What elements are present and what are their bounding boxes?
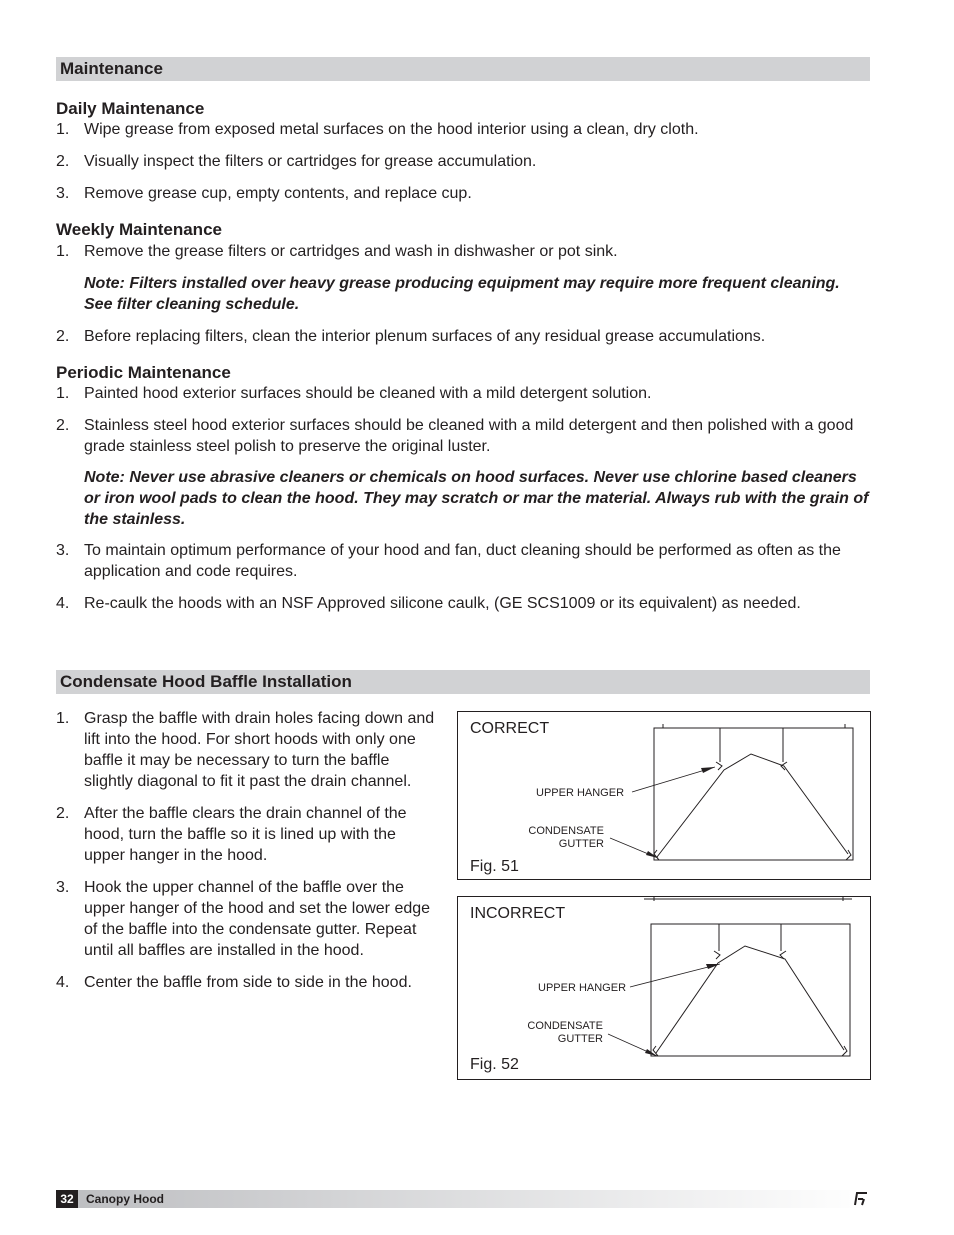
- item-number: 3.: [56, 185, 70, 202]
- incorrect-baffle-diagram: [458, 897, 872, 1081]
- item-number: 4.: [56, 974, 70, 991]
- list-item: [56, 119, 870, 140]
- item-text: Re-caulk the hoods with an NSF Approved silicone caulk, (GE SCS1009 or its equivalent) as needed.: [84, 595, 801, 612]
- item-number: 2.: [56, 328, 70, 345]
- note: [56, 273, 870, 315]
- item-number: 3.: [56, 879, 70, 896]
- item-number: 3.: [56, 542, 70, 559]
- figure-52-incorrect: [457, 896, 871, 1080]
- condensate-label: CONDENSATE: [528, 825, 604, 837]
- figure-caption: Fig. 52: [470, 1056, 519, 1073]
- gutter-label: GUTTER: [558, 838, 604, 850]
- weekly-maintenance-list: [56, 241, 870, 347]
- list-item: [56, 383, 870, 404]
- daily-maintenance-heading: Daily Maintenance: [56, 99, 205, 118]
- periodic-maintenance-list: [56, 383, 870, 614]
- footer-bar: [56, 1190, 870, 1208]
- list-item: [56, 972, 441, 993]
- item-number: 1.: [56, 710, 70, 727]
- item-text: Painted hood exterior surfaces should be cleaned with a mild detergent solution.: [84, 385, 652, 402]
- figure-title: INCORRECT: [470, 905, 566, 922]
- item-number: 2.: [56, 153, 70, 170]
- item-number: 2.: [56, 417, 70, 434]
- item-text: Center the baffle from side to side in the hood.: [84, 974, 412, 991]
- item-text: Stainless steel hood exterior surfaces should be cleaned with a mild detergent and then polished with a good grade stainless steel polish to preserve the original luster.: [84, 417, 854, 455]
- upper-hanger-label: UPPER HANGER: [536, 787, 625, 799]
- item-text: Grasp the baffle with drain holes facing down and lift into the hood. For short hoods with only one baffle it may be necessary to turn the baffle slightly diagonal to fit it past the drain channel.: [84, 710, 435, 790]
- maintenance-section-header: Maintenance: [56, 57, 870, 81]
- list-item: [56, 326, 870, 347]
- item-text: Wipe grease from exposed metal surfaces on the hood interior using a clean, dry cloth.: [84, 121, 699, 138]
- baffle-section-header: Condensate Hood Baffle Installation: [56, 670, 870, 694]
- item-number: 1.: [56, 243, 70, 260]
- brand-logo-icon: [852, 1191, 869, 1207]
- item-text: Remove grease cup, empty contents, and replace cup.: [84, 185, 472, 202]
- item-text: Remove the grease filters or cartridges and wash in dishwasher or pot sink.: [84, 243, 618, 260]
- figure-title: CORRECT: [470, 720, 550, 737]
- item-text: After the baffle clears the drain channel of the hood, turn the baffle so it is lined up with the upper hanger in the hood.: [84, 805, 407, 864]
- note-text: Note: Filters installed over heavy grease producing equipment may require more frequent cleaning. See filter cleaning schedule.: [84, 275, 840, 313]
- footer-title: Canopy Hood: [86, 1192, 164, 1206]
- item-text: To maintain optimum performance of your hood and fan, duct cleaning should be performed as often as the application and code requires.: [84, 542, 841, 580]
- item-number: 1.: [56, 385, 70, 402]
- gutter-label: GUTTER: [557, 1033, 603, 1045]
- item-text: Visually inspect the filters or cartridges for grease accumulation.: [84, 153, 537, 170]
- item-number: 2.: [56, 805, 70, 822]
- condensate-label: CONDENSATE: [527, 1020, 603, 1032]
- baffle-install-list: [56, 708, 441, 993]
- figure-51-correct: [457, 711, 871, 880]
- list-item: [56, 593, 870, 614]
- list-item: [56, 241, 870, 262]
- list-item: [56, 183, 870, 204]
- weekly-maintenance-heading: Weekly Maintenance: [56, 220, 222, 239]
- item-number: 4.: [56, 595, 70, 612]
- page-number: 32: [56, 1190, 78, 1208]
- item-text: Hook the upper channel of the baffle over the upper hanger of the hood and set the lower edge of the baffle into the condensate gutter. Repeat until all baffles are installed in the hood.: [84, 879, 431, 959]
- item-text: Before replacing filters, clean the interior plenum surfaces of any residual grease accumulations.: [84, 328, 766, 345]
- daily-maintenance-list: [56, 119, 870, 204]
- list-item: [56, 540, 870, 582]
- list-item: [56, 708, 441, 792]
- figure-caption: Fig. 51: [470, 858, 519, 875]
- note: [56, 467, 870, 530]
- list-item: [56, 877, 441, 961]
- list-item: [56, 415, 870, 457]
- periodic-maintenance-heading: Periodic Maintenance: [56, 363, 231, 382]
- item-number: 1.: [56, 121, 70, 138]
- list-item: [56, 803, 441, 866]
- list-item: [56, 151, 870, 172]
- upper-hanger-label: UPPER HANGER: [538, 982, 627, 994]
- note-text: Note: Never use abrasive cleaners or chemicals on hood surfaces. Never use chlorine based cleaners or iron wool pads to clean the hood. They may scratch or mar the material. Always rub with the grain of the stainless.: [84, 469, 869, 528]
